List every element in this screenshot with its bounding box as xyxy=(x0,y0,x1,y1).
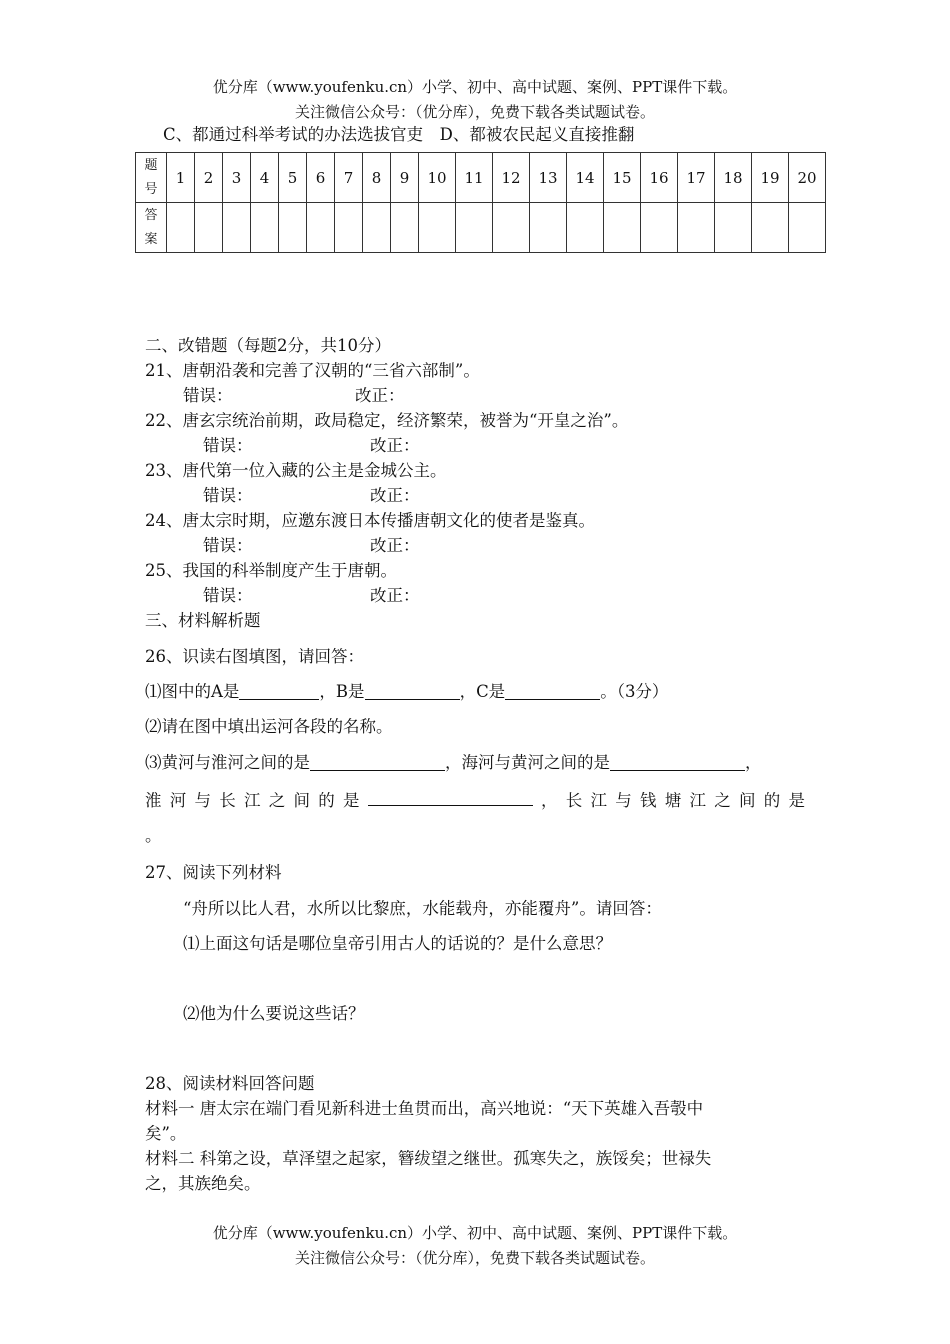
question-26-part-3-line-2: 淮 河 与 长 江 之 间 的 是 ， 长 江 与 钱 塘 江 之 间 的 是 xyxy=(145,787,805,811)
question-number: 6 xyxy=(307,153,335,203)
question-26-part-2: ⑵请在图中填出运河各段的名称。 xyxy=(145,717,393,736)
question-27-quote: “舟所以比人君，水所以比黎庶，水能载舟，亦能覆舟”。请回答： xyxy=(183,899,662,918)
question-26-title: 26、识读右图填图，请回答： xyxy=(145,647,364,666)
answer-cell[interactable] xyxy=(530,203,567,253)
section-2-title: 二、改错题（每题2分，共10分） xyxy=(145,336,391,355)
answer-cell[interactable] xyxy=(251,203,279,253)
question-number: 1 xyxy=(167,153,195,203)
question-number: 5 xyxy=(279,153,307,203)
answer-cell[interactable] xyxy=(195,203,223,253)
answer-cell[interactable] xyxy=(223,203,251,253)
question-number: 3 xyxy=(223,153,251,203)
fix-label: 改正： xyxy=(370,536,420,555)
header-line-1: 优分库（www.youfenku.cn）小学、初中、高中试题、案例、PPT课件下载。 xyxy=(212,78,738,96)
question-27-title: 27、阅读下列材料 xyxy=(145,863,282,882)
answer-cell[interactable] xyxy=(391,203,419,253)
question-22: 22、唐玄宗统治前期，政局稳定，经济繁荣，被誉为“开皇之治”。 xyxy=(145,411,629,430)
table-row-numbers xyxy=(136,153,826,203)
blank-b[interactable] xyxy=(365,681,460,700)
question-number: 20 xyxy=(789,153,826,203)
question-27-sub-1: ⑴上面这句话是哪位皇帝引用古人的话说的？是什么意思？ xyxy=(183,934,612,953)
answer-cell[interactable] xyxy=(167,203,195,253)
answer-cell[interactable] xyxy=(789,203,826,253)
answer-cell[interactable] xyxy=(456,203,493,253)
answer-cell[interactable] xyxy=(604,203,641,253)
answer-cell[interactable] xyxy=(419,203,456,253)
footer-line-1: 优分库（www.youfenku.cn）小学、初中、高中试题、案例、PPT课件下载。 xyxy=(212,1224,738,1242)
answer-table xyxy=(135,152,826,253)
question-21: 21、唐朝沿袭和完善了汉朝的“三省六部制”。 xyxy=(145,361,480,380)
question-28-title: 28、阅读材料回答问题 xyxy=(145,1074,315,1093)
question-26-part-3: ⑶黄河与淮河之间的是 ，海河与黄河之间的是 ， xyxy=(145,753,762,772)
error-label: 错误： xyxy=(203,486,253,505)
answer-cell[interactable] xyxy=(363,203,391,253)
section-3-title: 三、材料解析题 xyxy=(145,611,261,630)
question-25: 25、我国的科举制度产生于唐朝。 xyxy=(145,561,397,580)
options-line: C、都通过科举考试的办法选拔官吏 D、都被农民起义直接推翻 xyxy=(163,125,635,144)
error-label: 错误： xyxy=(203,536,253,555)
material-2-line-2: 之，其族绝矣。 xyxy=(145,1174,261,1193)
material-1-line-2: 矣”。 xyxy=(145,1124,187,1143)
material-1-line-1: 材料一 唐太宗在端门看见新科进士鱼贯而出，高兴地说：“天下英雄入吾彀中 xyxy=(145,1099,704,1118)
question-number: 19 xyxy=(752,153,789,203)
question-number: 13 xyxy=(530,153,567,203)
answer-cell[interactable] xyxy=(279,203,307,253)
question-24: 24、唐太宗时期，应邀东渡日本传播唐朝文化的使者是鉴真。 xyxy=(145,511,595,530)
answer-cell[interactable] xyxy=(335,203,363,253)
question-26-part-1: ⑴图中的A是 ，B是 ，C是 。（3分） xyxy=(145,682,669,701)
material-2-line-1: 材料二 科第之设，草泽望之起家，簪绂望之继世。孤寒失之，族馁矣；世禄失 xyxy=(145,1149,712,1168)
question-number: 18 xyxy=(715,153,752,203)
fix-label: 改正： xyxy=(355,386,405,405)
question-number: 2 xyxy=(195,153,223,203)
footer-line-2: 关注微信公众号：（优分库），免费下载各类试题试卷。 xyxy=(294,1249,655,1267)
question-number: 7 xyxy=(335,153,363,203)
table-row-answers xyxy=(136,203,826,253)
error-label: 错误： xyxy=(183,386,233,405)
header-line-2: 关注微信公众号：（优分库），免费下载各类试题试卷。 xyxy=(294,103,655,121)
answer-cell[interactable] xyxy=(307,203,335,253)
answer-cell[interactable] xyxy=(641,203,678,253)
question-number: 11 xyxy=(456,153,493,203)
blank-a[interactable] xyxy=(239,681,319,700)
question-number: 10 xyxy=(419,153,456,203)
blank-c[interactable] xyxy=(505,681,600,700)
row-label-answer: 答 案 xyxy=(136,203,167,253)
blank-huai-huang[interactable] xyxy=(310,752,445,771)
question-number: 16 xyxy=(641,153,678,203)
question-27-sub-2: ⑵他为什么要说这些话？ xyxy=(183,1004,365,1023)
answer-cell[interactable] xyxy=(715,203,752,253)
question-26-end-mark: 。 xyxy=(145,826,162,845)
question-number: 8 xyxy=(363,153,391,203)
error-label: 错误： xyxy=(203,586,253,605)
question-number: 4 xyxy=(251,153,279,203)
question-number: 9 xyxy=(391,153,419,203)
blank-hai-huang[interactable] xyxy=(610,752,745,771)
error-label: 错误： xyxy=(203,436,253,455)
answer-cell[interactable] xyxy=(752,203,789,253)
blank-huai-chang[interactable] xyxy=(368,787,533,806)
fix-label: 改正： xyxy=(370,486,420,505)
fix-label: 改正： xyxy=(370,436,420,455)
row-label-number: 题 号 xyxy=(136,153,167,203)
question-number: 14 xyxy=(567,153,604,203)
question-number: 12 xyxy=(493,153,530,203)
question-number: 17 xyxy=(678,153,715,203)
question-23: 23、唐代第一位入藏的公主是金城公主。 xyxy=(145,461,447,480)
answer-cell[interactable] xyxy=(678,203,715,253)
answer-cell[interactable] xyxy=(567,203,604,253)
answer-cell[interactable] xyxy=(493,203,530,253)
question-number: 15 xyxy=(604,153,641,203)
fix-label: 改正： xyxy=(370,586,420,605)
